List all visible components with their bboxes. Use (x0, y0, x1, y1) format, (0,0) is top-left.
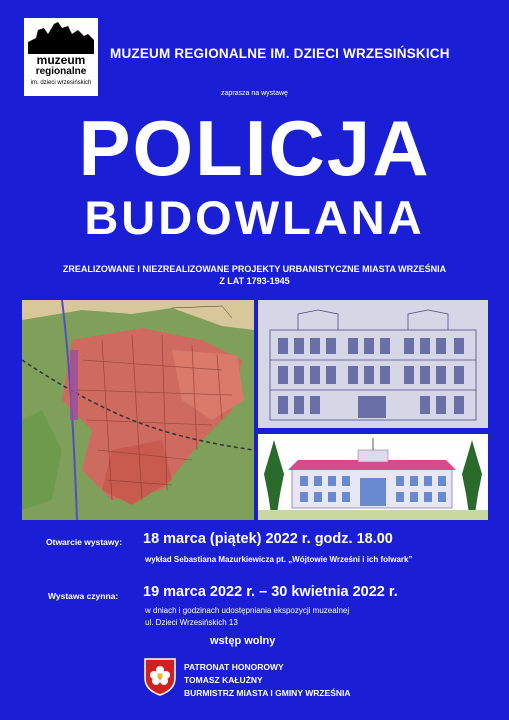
building-elevation-drawing-image (258, 434, 488, 520)
opening-lecture: wykład Sebastiana Mazurkiewicza pt. „Wójtowie Wrześni i ich folwark” (145, 555, 413, 564)
museum-name: MUZEUM REGIONALNE IM. DZIECI WRZESIŃSKICH (110, 46, 450, 61)
invite-text: zaprasza na wystawę (221, 90, 288, 97)
subtitle-line-1: ZREALIZOWANE I NIEZREALIZOWANE PROJEKTY URBANISTYCZNE MIASTA WRZEŚNIA (62, 264, 447, 274)
title-line-2: BUDOWLANA (84, 191, 425, 244)
subtitle-line-2: Z LAT 1793-1945 (219, 276, 290, 286)
open-period-date: 19 marca 2022 r. – 30 kwietnia 2022 r. (143, 584, 398, 600)
castle-silhouette-icon (28, 20, 94, 54)
logo-text-regionalne: regionalne (35, 66, 87, 77)
patron-role: BURMISTRZ MIASTA I GMINY WRZEŚNIA (184, 688, 351, 698)
wrzesnia-coat-of-arms-icon (144, 658, 176, 696)
building-facade-drawing-image (258, 300, 488, 428)
museum-address: ul. Dzieci Wrzesińskich 13 (145, 618, 238, 627)
open-period-hours-note: w dniach i godzinach udostępniania ekspozycji muzealnej (145, 606, 350, 615)
open-period-label: Wystawa czynna: (48, 591, 119, 601)
patronage-title: PATRONAT HONOROWY (184, 662, 284, 672)
title-line-1: POLICJA (78, 104, 431, 192)
free-entry: wstęp wolny (210, 635, 276, 647)
historic-town-map-image (22, 300, 254, 520)
opening-label: Otwarcie wystawy: (46, 537, 123, 547)
logo-text-name: im. dzieci wrzesińskich (30, 80, 92, 86)
logo-text-muzeum: muzeum (36, 53, 86, 67)
patron-name: TOMASZ KAŁUŻNY (184, 675, 263, 685)
opening-date: 18 marca (piątek) 2022 r. godz. 18.00 (143, 531, 393, 547)
